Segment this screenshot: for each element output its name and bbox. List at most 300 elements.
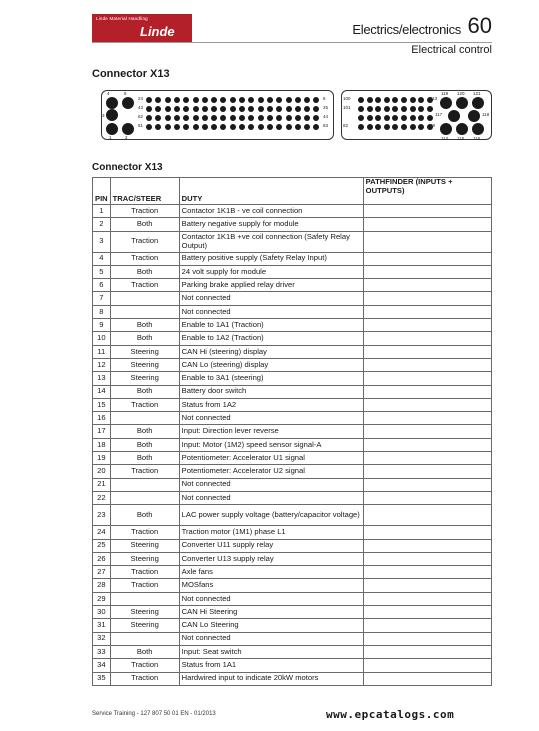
pin-number-label: 113 [430,96,438,101]
trac-steer-cell [110,592,179,605]
pin-cell: 1 [93,205,111,218]
signal-pin [304,97,310,103]
trac-steer-cell: Traction [110,659,179,672]
signal-pin [358,106,364,112]
signal-pin [304,124,310,130]
pin-number-label: 114 [441,136,449,141]
pin-number-label: 119 [441,91,449,96]
signal-pin [258,106,264,112]
connector-right-face [341,90,492,140]
pathfinder-cell [363,345,491,358]
footer-reference: Service Training - 127 807 50 01 EN - 01/2013 [92,711,216,717]
pin-number-label: 5 [124,91,127,96]
pin-number-label: 2 [125,135,128,140]
signal-pin [267,106,273,112]
power-pin [122,97,134,109]
trac-steer-cell: Both [110,265,179,278]
signal-pin [410,106,416,112]
header-pathfinder: PATHFINDER (INPUTS + OUTPUTS) [363,178,491,205]
pin-cell: 14 [93,385,111,398]
pin-number-label: 82 [343,123,349,128]
pin-number-label: 43 [138,105,144,110]
signal-pin [418,124,424,130]
pin-cell: 21 [93,478,111,491]
signal-pin [239,124,245,130]
signal-pin [220,106,226,112]
power-pin [106,109,118,121]
table-row [93,358,492,371]
signal-pin [410,97,416,103]
signal-pin [220,115,226,121]
table-row [93,606,492,619]
power-pin [440,97,452,109]
table-row [93,252,492,265]
pin-cell: 3 [93,231,111,252]
pin-number-label: 100 [343,96,351,101]
table-row [93,552,492,565]
table-row [93,539,492,552]
table-row [93,265,492,278]
signal-pin [401,106,407,112]
duty-cell: Potentiometer: Accelerator U1 signal [179,452,363,465]
duty-cell: Contactor 1K1B - ve coil connection [179,205,363,218]
pin-number-label: 1 [109,135,112,140]
pin-cell: 18 [93,438,111,451]
signal-pin [239,115,245,121]
table-body [93,205,492,686]
pin-cell: 23 [93,505,111,526]
signal-pin [193,97,199,103]
pathfinder-cell [363,566,491,579]
duty-cell: Not connected [179,632,363,645]
duty-cell: Not connected [179,305,363,318]
pin-number-label: 24 [138,96,144,101]
pathfinder-cell [363,332,491,345]
pathfinder-cell [363,645,491,658]
pin-cell: 15 [93,398,111,411]
signal-pin [211,97,217,103]
table-row [93,619,492,632]
signal-pin [146,106,152,112]
pin-number-label: 101 [343,105,351,110]
trac-steer-cell: Steering [110,372,179,385]
duty-cell: Axle fans [179,566,363,579]
pathfinder-cell [363,319,491,332]
pathfinder-cell [363,205,491,218]
pin-number-label: 117 [435,112,443,117]
header-divider [92,42,492,43]
table-row [93,505,492,526]
duty-cell: Battery positive supply (Safety Relay Input) [179,252,363,265]
signal-pin [183,106,189,112]
duty-cell: Traction motor (1M1) phase L1 [179,526,363,539]
signal-pin [392,106,398,112]
pin-number-label: 3 [102,113,105,118]
table-row [93,579,492,592]
trac-steer-cell [110,412,179,425]
section-subtitle: Electrical control [411,44,492,56]
pin-number-label: 63 [323,123,329,128]
signal-pin [146,124,152,130]
pathfinder-cell [363,292,491,305]
duty-cell: CAN Hi Steering [179,606,363,619]
table-row [93,218,492,231]
duty-cell: Hardwired input to indicate 20kW motors [179,672,363,685]
pin-cell: 8 [93,305,111,318]
signal-pin [258,124,264,130]
signal-pin [286,97,292,103]
pathfinder-cell [363,478,491,491]
signal-pin [230,106,236,112]
pin-number-label: 44 [323,114,329,119]
duty-cell: Input: Direction lever reverse [179,425,363,438]
signal-pin [375,97,381,103]
signal-pin [146,115,152,121]
table-title: Connector X13 [92,162,163,173]
duty-cell: Battery door switch [179,385,363,398]
trac-steer-cell [110,478,179,491]
signal-pin [427,106,433,112]
signal-pin [286,124,292,130]
pin-cell: 11 [93,345,111,358]
duty-cell: Not connected [179,478,363,491]
duty-cell: Parking brake applied relay driver [179,279,363,292]
signal-pin [193,115,199,121]
pathfinder-cell [363,372,491,385]
power-pin [472,97,484,109]
signal-pin [155,97,161,103]
signal-pin [276,124,282,130]
signal-pin [313,106,319,112]
signal-pin [276,106,282,112]
pathfinder-cell [363,425,491,438]
trac-steer-cell: Traction [110,579,179,592]
pin-cell: 16 [93,412,111,425]
trac-steer-cell: Both [110,452,179,465]
pin-cell: 6 [93,279,111,292]
signal-pin [146,97,152,103]
signal-pin [220,97,226,103]
table-row [93,398,492,411]
signal-pin [183,115,189,121]
signal-pin [202,97,208,103]
signal-pin [239,97,245,103]
pin-number-label: 4 [107,91,110,96]
pin-cell: 17 [93,425,111,438]
trac-steer-cell: Both [110,505,179,526]
signal-pin [410,124,416,130]
pathfinder-cell [363,279,491,292]
pin-cell: 31 [93,619,111,632]
trac-steer-cell [110,632,179,645]
table-row [93,566,492,579]
duty-cell: Enable to 3A1 (steering) [179,372,363,385]
diagram-title: Connector X13 [92,68,170,80]
signal-pin [258,97,264,103]
trac-steer-cell [110,292,179,305]
signal-pin [202,124,208,130]
table-row [93,465,492,478]
signal-pin [202,106,208,112]
signal-pin [367,115,373,121]
signal-pin [267,115,273,121]
table-header-row [93,178,492,205]
signal-pin [248,97,254,103]
pathfinder-cell [363,231,491,252]
table-row [93,385,492,398]
pin-cell: 28 [93,579,111,592]
signal-pin [358,115,364,121]
pathfinder-cell [363,539,491,552]
pin-number-label: 118 [482,112,490,117]
signal-pin [375,106,381,112]
signal-pin [401,97,407,103]
signal-pin [401,124,407,130]
signal-pin [230,115,236,121]
pin-cell: 34 [93,659,111,672]
trac-steer-cell: Both [110,319,179,332]
signal-pin [384,124,390,130]
signal-pin [183,124,189,130]
signal-pin [211,124,217,130]
table-row [93,279,492,292]
signal-pin [313,97,319,103]
trac-steer-cell: Steering [110,539,179,552]
brand-logo-text: Linde [140,24,175,39]
table-row [93,592,492,605]
pin-cell: 33 [93,645,111,658]
signal-pin [313,124,319,130]
trac-steer-cell: Traction [110,526,179,539]
pin-number-label: 115 [457,136,465,141]
page-number: 60 [467,13,492,38]
duty-cell: Converter U11 supply relay [179,539,363,552]
duty-cell: Status from 1A1 [179,659,363,672]
signal-pin [286,106,292,112]
pin-number-label: 6 [323,96,326,101]
pin-cell: 10 [93,332,111,345]
connector-left-face [101,90,334,140]
signal-pin [248,115,254,121]
pathfinder-cell [363,659,491,672]
pin-number-label: 116 [473,136,481,141]
signal-pin [295,106,301,112]
pin-number-label: 120 [457,91,465,96]
signal-pin [211,115,217,121]
pathfinder-cell [363,505,491,526]
pin-cell: 19 [93,452,111,465]
table-row [93,672,492,685]
duty-cell: Not connected [179,491,363,504]
signal-pin [313,115,319,121]
trac-steer-cell: Both [110,438,179,451]
signal-pin [367,97,373,103]
trac-steer-cell: Traction [110,672,179,685]
pin-cell: 13 [93,372,111,385]
duty-cell: CAN Lo Steering [179,619,363,632]
table-row [93,526,492,539]
signal-pin [375,115,381,121]
duty-cell: Input: Motor (1M2) speed sensor signal-A [179,438,363,451]
pathfinder-cell [363,265,491,278]
pathfinder-cell [363,452,491,465]
duty-cell: CAN Lo (steering) display [179,358,363,371]
signal-pin [258,115,264,121]
duty-cell: Converter U13 supply relay [179,552,363,565]
duty-cell: Enable to 1A2 (Traction) [179,332,363,345]
signal-pin [410,115,416,121]
table-row [93,645,492,658]
signal-pin [230,124,236,130]
signal-pin [367,106,373,112]
trac-steer-cell: Both [110,332,179,345]
pin-number-label: 99 [430,123,436,128]
signal-pin [286,115,292,121]
signal-pin [267,97,273,103]
table-row [93,491,492,504]
table-row [93,231,492,252]
signal-pin [276,115,282,121]
signal-pin [401,115,407,121]
signal-pin [193,124,199,130]
signal-pin [295,115,301,121]
signal-pin [392,115,398,121]
signal-pin [155,115,161,121]
signal-pin [418,115,424,121]
pathfinder-cell [363,385,491,398]
signal-pin [174,97,180,103]
trac-steer-cell: Both [110,645,179,658]
pin-cell: 35 [93,672,111,685]
header-duty: DUTY [179,178,363,205]
trac-steer-cell: Both [110,218,179,231]
signal-pin [392,97,398,103]
pathfinder-cell [363,412,491,425]
pin-cell: 4 [93,252,111,265]
signal-pin [358,124,364,130]
trac-steer-cell: Steering [110,619,179,632]
signal-pin [174,124,180,130]
pathfinder-cell [363,465,491,478]
table-row [93,659,492,672]
table-row [93,332,492,345]
power-pin [468,110,480,122]
company-name: Linde Material Handling [96,16,148,21]
pathfinder-cell [363,358,491,371]
duty-cell: Contactor 1K1B +ve coil connection (Safety Relay Output) [179,231,363,252]
pathfinder-cell [363,305,491,318]
trac-steer-cell: Traction [110,279,179,292]
trac-steer-cell: Both [110,425,179,438]
trac-steer-cell: Traction [110,566,179,579]
duty-cell: MOSfans [179,579,363,592]
pin-cell: 2 [93,218,111,231]
power-pin [448,110,460,122]
pathfinder-cell [363,606,491,619]
power-pin [456,123,468,135]
duty-cell: Battery negative supply for module [179,218,363,231]
signal-pin [211,106,217,112]
signal-pin [304,115,310,121]
power-pin [472,123,484,135]
pathfinder-cell [363,672,491,685]
table-row [93,412,492,425]
table-row [93,438,492,451]
signal-pin [193,106,199,112]
power-pin [106,97,118,109]
table-row [93,345,492,358]
pin-cell: 5 [93,265,111,278]
signal-pin [427,115,433,121]
signal-pin [384,97,390,103]
footer-watermark: www.epcatalogs.com [326,708,455,721]
table-row [93,372,492,385]
pin-cell: 25 [93,539,111,552]
pin-cell: 32 [93,632,111,645]
table-row [93,632,492,645]
pathfinder-cell [363,398,491,411]
pin-cell: 30 [93,606,111,619]
pin-cell: 26 [93,552,111,565]
trac-steer-cell: Traction [110,398,179,411]
power-pin [440,123,452,135]
pin-cell: 7 [93,292,111,305]
power-pin [122,123,134,135]
pin-cell: 27 [93,566,111,579]
table-row [93,319,492,332]
signal-pin [165,106,171,112]
pathfinder-cell [363,579,491,592]
pin-cell: 20 [93,465,111,478]
duty-cell: Not connected [179,292,363,305]
signal-pin [165,124,171,130]
header-trac-steer: TRAC/STEER [110,178,179,205]
trac-steer-cell: Both [110,385,179,398]
trac-steer-cell: Traction [110,231,179,252]
trac-steer-cell: Traction [110,205,179,218]
section-title: Electrics/electronics [352,22,461,37]
trac-steer-cell: Steering [110,606,179,619]
table-row [93,205,492,218]
duty-cell: 24 volt supply for module [179,265,363,278]
table-row [93,292,492,305]
signal-pin [202,115,208,121]
table-row [93,305,492,318]
signal-pin [248,106,254,112]
pin-number-label: 81 [138,123,144,128]
pin-number-label: 25 [323,105,329,110]
trac-steer-cell: Traction [110,465,179,478]
signal-pin [295,97,301,103]
signal-pin [375,124,381,130]
duty-cell: Not connected [179,592,363,605]
power-pin [456,97,468,109]
pin-assignment-table [92,177,492,686]
pathfinder-cell [363,526,491,539]
signal-pin [230,97,236,103]
pathfinder-cell [363,218,491,231]
pin-cell: 24 [93,526,111,539]
signal-pin [358,97,364,103]
duty-cell: Status from 1A2 [179,398,363,411]
table-row [93,478,492,491]
signal-pin [418,97,424,103]
power-pin [106,123,118,135]
signal-pin [367,124,373,130]
table-row [93,452,492,465]
signal-pin [267,124,273,130]
signal-pin [276,97,282,103]
